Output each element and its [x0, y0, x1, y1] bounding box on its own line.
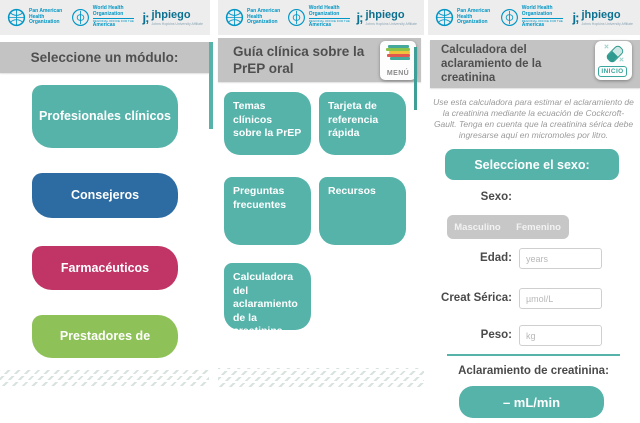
panel-clinical-guide [213, 0, 427, 423]
who-region: Americas [521, 22, 545, 29]
menu-button[interactable] [380, 41, 416, 80]
who-line2: Organization [92, 10, 124, 17]
who-subtext: REGIONAL OFFICE FOR THE [92, 18, 134, 23]
calculator-title: Calculadora del aclaramiento de la creatinina [441, 44, 542, 85]
jhpiego-name: jhpiego [365, 8, 405, 21]
jhpiego-logo [573, 10, 633, 26]
module-button-farmaceuticos[interactable] [32, 246, 178, 290]
sex-option-femenino[interactable]: Femenino [516, 221, 561, 233]
module-button-prestadores[interactable] [32, 315, 178, 358]
jhpiego-logo [143, 10, 203, 26]
module-button-label: Consejeros [70, 188, 140, 202]
guide-button-label: Calculadora del aclaramiento de la creatinina [233, 271, 298, 337]
paho-line3: Organization [247, 19, 278, 26]
jhpiego-logo [357, 10, 417, 26]
who-logo [71, 6, 134, 29]
jhpiego-subtext: Johns Hopkins University Affiliate [581, 21, 633, 26]
jhpiego-text [151, 10, 203, 26]
jhpiego-name: jhpiego [581, 8, 621, 21]
guide-button-preguntas-frecuentes[interactable] [224, 177, 311, 245]
select-sex-banner [445, 149, 619, 180]
who-line1: World Health [521, 5, 553, 12]
jhpiego-mark-icon: j; [572, 10, 579, 25]
paho-line1: Pan American [457, 8, 491, 15]
sex-segmented-control [447, 215, 569, 239]
who-emblem-icon [287, 8, 306, 27]
who-logo [287, 6, 350, 29]
select-sex-banner-label: Seleccione el sexo: [474, 157, 590, 172]
edge-strip [414, 47, 417, 110]
result-value-text: – mL/min [502, 394, 561, 410]
age-label: Edad: [480, 252, 512, 264]
guide-button-label: Temas clínicos sobre la PrEP [233, 100, 302, 139]
inicio-home-button[interactable] [595, 41, 632, 80]
menu-stripes-icon [385, 45, 411, 61]
pill-icon [604, 44, 624, 62]
paho-logo-text [247, 9, 280, 26]
paho-line3: Organization [457, 19, 488, 26]
module-button-label: Farmacéuticos [60, 260, 150, 275]
guide-title: Guía clínica sobre la PrEP oral [233, 44, 365, 76]
who-logo-text [93, 6, 134, 29]
paho-logo [435, 8, 490, 27]
who-line1: World Health [92, 5, 124, 12]
who-logo-text [309, 6, 350, 29]
calculator-description: Use esta calculadora para estimar el aclaramiento de la creatinina mediante la ecuación de Cockcroft-Gault. Tenga en cuenta que la creatinina sérica debe ingresarse aquí en micromoles por litro. [433, 97, 634, 140]
logo-band [428, 0, 640, 35]
who-region: Americas [308, 22, 332, 29]
paho-line1: Pan American [29, 8, 63, 15]
paho-globe-icon [435, 8, 454, 27]
jhpiego-text [581, 10, 633, 26]
module-button-label: Profesionales clínicos [39, 109, 171, 123]
guide-button-label: Recursos [328, 185, 376, 197]
logo-band [218, 0, 424, 35]
jhpiego-mark-icon: j; [142, 10, 149, 25]
serum-creatinine-input[interactable] [519, 288, 602, 309]
who-line2: Organization [521, 10, 553, 17]
paho-line2: Health [457, 13, 473, 20]
sex-option-masculino[interactable]: Masculino [454, 221, 501, 233]
who-subtext: REGIONAL OFFICE FOR THE [521, 18, 563, 23]
creatinine-clearance-result-value [459, 386, 604, 418]
jhpiego-name: jhpiego [151, 8, 191, 21]
serum-creatinine-label: Creat Sérica: [441, 292, 512, 304]
module-button-consejeros[interactable] [32, 173, 178, 218]
logo-row [218, 0, 424, 35]
guide-button-tarjeta-referencia[interactable] [319, 92, 406, 155]
guide-button-label: Tarjeta de referencia rápida [328, 100, 379, 139]
jhpiego-subtext: Johns Hopkins University Affiliate [151, 21, 203, 26]
who-region: Americas [92, 22, 116, 29]
divider-line [447, 354, 620, 356]
paho-line3: Organization [29, 19, 60, 26]
who-logo [500, 6, 563, 29]
who-logo-text [522, 6, 563, 29]
guide-button-calculadora[interactable] [224, 263, 311, 337]
who-line2: Organization [308, 10, 340, 17]
who-subtext: REGIONAL OFFICE FOR THE [308, 18, 350, 23]
paho-globe-icon [7, 8, 26, 27]
paho-logo-text [457, 9, 490, 26]
module-title: Seleccione un módulo: [30, 50, 179, 65]
who-emblem-icon [71, 8, 90, 27]
paho-globe-icon [225, 8, 244, 27]
paho-line2: Health [247, 13, 263, 20]
jhpiego-text [365, 10, 417, 26]
menu-button-label: MENÚ [386, 70, 410, 77]
weight-input[interactable] [519, 325, 602, 346]
paho-logo [7, 8, 62, 27]
module-button-profesionales-clinicos[interactable] [32, 85, 178, 148]
dotted-texture-band [0, 368, 209, 388]
dotted-texture-band [218, 368, 424, 389]
creatinine-clearance-result-label: Aclaramiento de creatinina: [458, 365, 609, 377]
guide-button-label: Preguntas frecuentes [233, 185, 287, 211]
module-title-band [0, 42, 209, 73]
jhpiego-mark-icon: j; [356, 10, 363, 25]
logo-band [0, 0, 210, 35]
jhpiego-subtext: Johns Hopkins University Affiliate [365, 21, 417, 26]
age-input[interactable] [519, 248, 602, 269]
panel-module-selection [0, 0, 213, 423]
logo-row [0, 0, 210, 35]
panel-creatinine-calculator [427, 0, 640, 423]
sex-label: Sexo: [480, 191, 512, 203]
guide-button-recursos[interactable] [319, 177, 406, 245]
inicio-button-label: INICIO [598, 66, 627, 77]
weight-label: Peso: [480, 329, 512, 341]
who-line1: World Health [308, 5, 340, 12]
paho-line1: Pan American [247, 8, 281, 15]
paho-logo [225, 8, 280, 27]
paho-line2: Health [29, 13, 45, 20]
who-emblem-icon [500, 8, 519, 27]
module-button-label: Prestadores de [59, 329, 151, 343]
logo-row [428, 0, 640, 35]
guide-button-temas-clinicos[interactable] [224, 92, 311, 155]
paho-logo-text [29, 9, 62, 26]
